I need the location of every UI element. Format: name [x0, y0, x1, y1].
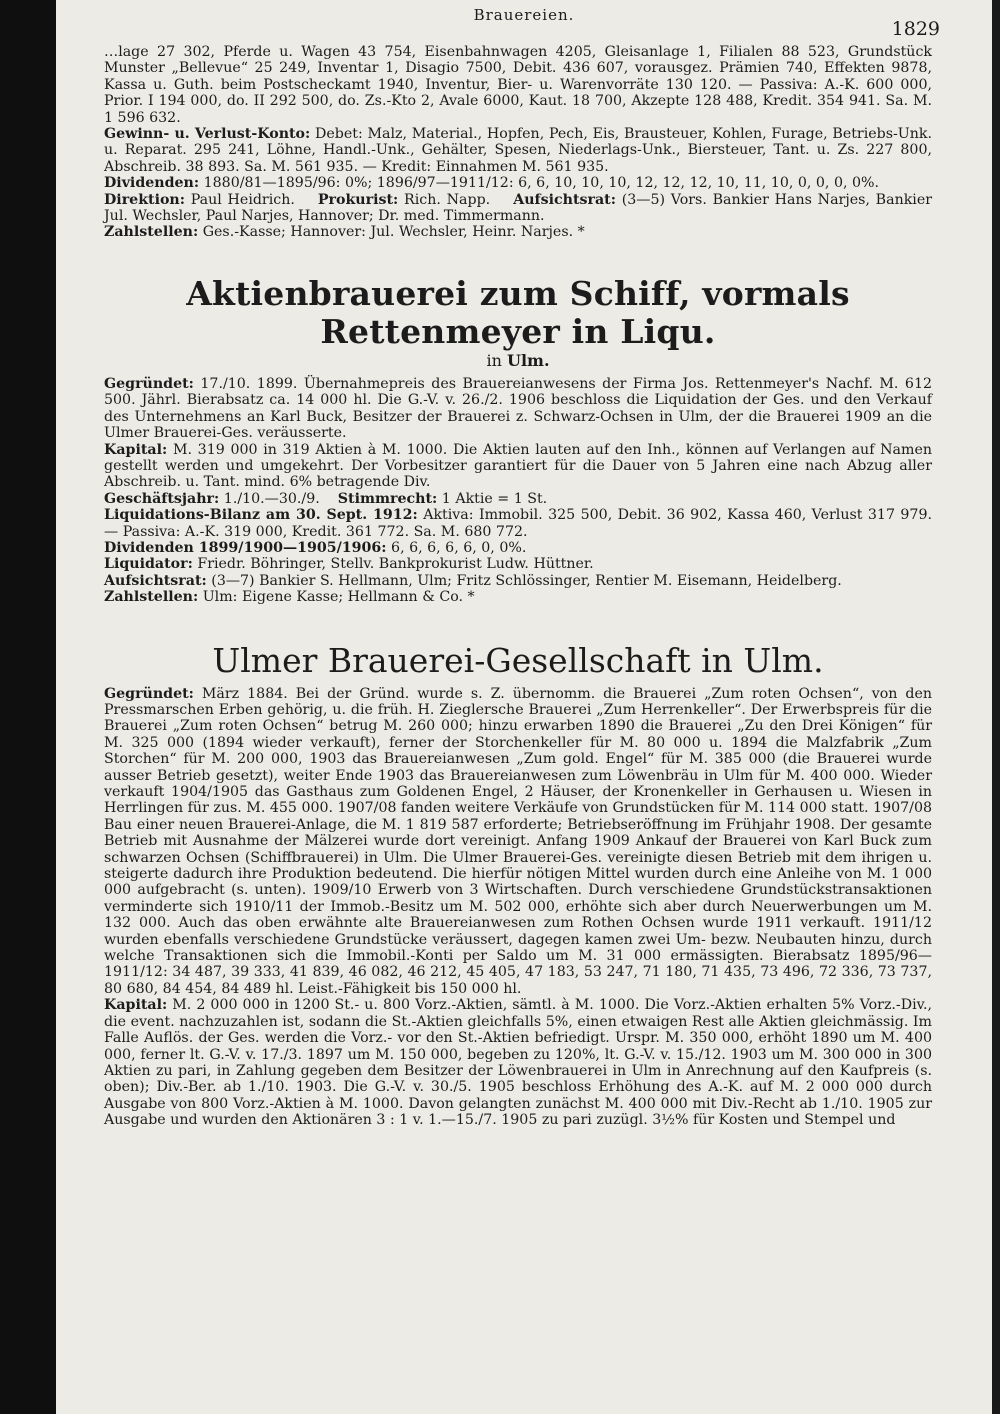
entry2-founded [104, 376, 932, 442]
entry1-paying-agents [104, 224, 932, 240]
text: Ges.-Kasse; Hannover: Jul. Wechsler, Heinr. Narjes. * [202, 224, 585, 241]
entry2-paying-agents [104, 589, 932, 605]
label: Geschäftsjahr: [104, 490, 220, 507]
text: Friedr. Böhringer, Stellv. Bankprokurist Ludw. Hüttner. [197, 556, 594, 573]
text: März 1884. Bei der Gründ. wurde s. Z. übernomm. die Brauerei „Zum roten Ochsen“, von den Pressmarschen Erben gehörig, u. die früh. H. Zieglersche Brauerei „Zum Herrenkeller“. Der Erwerbspreis für die Brauerei „Zum roten Ochsen“ betrug M. 260 000; hinzu erwarben 1890 die Brauerei „Zu den Drei Königen“ für M. 325 000 (1894 wieder verkauft), ferner der Storchenkeller für M. 80 000 u. 1894 die Malzfabrik „Zum Storchen“ für M. 200 000, 1903 das Brauereianwesen „Zum gold. Engel“ für M. 385 000 (die Brauerei wurde ausser Betrieb gesetzt), weiter Ende 1903 das Brauereianwesen zum Löwenbräu in Ulm für M. 400 000. Wieder verkauft 1904/1905 das Gasthaus zum Goldenen Engel, 2 Häuser, der Kronenkeller in Gerhausen u. Wiesen in Herrlingen für zus. M. 455 000. 1907/08 fanden weitere Verkäufe von Grundstücken für M. 114 000 statt. 1907/08 Bau einer neuen Brauerei-Anlage, die M. 1 819 587 erforderte; Betriebseröffnung im Frühjahr 1908. Der gesamte Betrieb mit Ausnahme der Mälzerei wurde dort vereinigt. Anfang 1909 Ankauf der Brauerei von Karl Buck zum schwarzen Ochsen (Schiffbrauerei) in Ulm. Die Ulmer Brauerei-Ges. vereinigte diesen Betrieb mit dem ihrigen u. steigerte dadurch ihre Produktion bedeutend. Die hierfür nötigen Mittel wurden durch eine Anleihe von M. 1 000 000 aufgebracht (s. unten). 1909/10 Erwerb von 3 Wirtschaften. Durch verschiedene Grundstückstransaktionen verminderte sich 1910/11 der Immob.-Besitz um M. 502 000, erhöhte sich aber durch Neuerwerbungen um M. 132 000. Auch das oben erwähnte alte Brauereianwesen zum Rothen Ochsen wurde 1911 verkauft. 1911/12 wurden ebenfalls verschiedene Grundstücke veräussert, dagegen kamen zwei Um- bezw. Neubauten hinzu, durch welche Transaktionen sich die Immobil.-Konti per Saldo um M. 31 000 ermässigten. Bierabsatz 1895/96—1911/12: 34 487, 39 333, 41 839, 46 082, 46 212, 45 405, 47 183, 53 247, 71 180, 71 435, 73 496, 72 336, 73 737, 80 680, 84 454, 84 489 hl. Leist.-Fähigkeit bis 150 000 hl. [104, 685, 932, 997]
text: Debet: Malz, Material., Hopfen, Pech, Eis, Brausteuer, Kohlen, Furage, Betriebs-Unk. u. Reparat. 295 241, Löhne, Handl.-Unk., Gehälter, Spesen, Niederlags-Unk., Biersteuer, Tant. u. Zs. 227 800, Abschreib. 38 893. Sa. M. 561 935. — Kredit: Einnahmen M. 561 935. [104, 126, 932, 175]
text: (3—5) Vors. Bankier Hans Narjes, Bankier Jul. Wechsler, Paul Narjes, Hannover; Dr. med. Timmermann. [104, 191, 933, 225]
entry1-direction [104, 192, 932, 225]
label: Direktion: [104, 191, 185, 208]
label: Kapital: [104, 441, 168, 458]
text: 1 Aktie = 1 St. [441, 490, 548, 507]
label: Kapital: [104, 997, 168, 1014]
city: Ulm. [506, 350, 550, 370]
entry2-title: Aktienbrauerei zum Schiff, vormals Rettenmeyer in Liqu. [186, 273, 850, 351]
text: M. 2 000 000 in 1200 St.- u. 800 Vorz.-Aktien, sämtl. à M. 1000. Die Vorz.-Aktien erhalten 5% Vorz.-Div., die event. nachzuzahlen ist, sodann die St.-Aktien gleichfalls 5%, einen etwaigen Rest alle Aktien gleichmässig. Im Falle Auflös. der Ges. werden die Vorz.- vor den St.-Aktien befriedigt. Urspr. M. 350 000, erhöht 1890 um M. 400 000, ferner lt. G.-V. v. 17./3. 1897 um M. 150 000, begeben zu 120%, lt. G.-V. v. 15./12. 1903 um M. 300 000 in 300 Aktien zu pari, in Zahlung gegeben dem Besitzer der Löwenbrauerei in Ulm in Anrechnung auf den Kaufpreis (s. oben); Div.-Ber. ab 1./10. 1903. Die G.-V. v. 30./5. 1905 beschloss Erhöhung des A.-K. auf M. 2 000 000 durch Ausgabe von 800 Vorz.-Aktien à M. 1000. Davon gelangten zunächst M. 400 000 mit Div.-Recht ab 1./10. 1905 zur Ausgabe und wurden den Aktionären 3 : 1 v. 1.—15./7. 1905 zu pari zuzügl. 3½% für Kosten und Stempel und [104, 997, 932, 1129]
label: Aufsichtsrat: [513, 191, 616, 208]
entry2-capital [104, 442, 932, 491]
entry2-fiscal [104, 491, 932, 507]
entry2-board [104, 573, 932, 589]
text: Paul Heidrich. [190, 191, 295, 208]
label: Liquidator: [104, 556, 193, 573]
text: 1./10.—30./9. [223, 490, 320, 507]
entry2-balance [104, 507, 932, 540]
text: Ulm: Eigene Kasse; Hellmann & Co. * [202, 589, 475, 606]
label: Zahlstellen: [104, 224, 199, 241]
entry2-dividends [104, 540, 932, 556]
document-page [56, 0, 992, 1414]
label: Dividenden 1899/1900—1905/1906: [104, 539, 387, 556]
label: Zahlstellen: [104, 589, 199, 606]
entry3-title: Ulmer Brauerei-Gesellschaft in Ulm. [212, 640, 824, 680]
label: Stimmrecht: [337, 490, 438, 507]
label: Prokurist: [317, 191, 399, 208]
entry2-liquidator [104, 556, 932, 572]
page-body [104, 44, 932, 1129]
scan-left-margin [0, 0, 56, 1414]
text: (3—7) Bankier S. Hellmann, Ulm; Fritz Schlössinger, Rentier M. Eisemann, Heidelberg. [211, 572, 842, 589]
text: 6, 6, 6, 6, 6, 0, 0%. [391, 539, 527, 556]
text: 17./10. 1899. Übernahmepreis des Brauereianwesens der Firma Jos. Rettenmeyer's Nachf. M. 612 500. Jährl. Bierabsatz ca. 14 000 hl. Die G.-V. v. 26./2. 1906 beschloss die Liquidation der Ges. und den Verkauf des Unternehmens an Karl Buck, Besitzer der Brauerei z. Schwarz-Ochsen in Ulm, der die Brauerei 1909 an die Ulmer Brauerei-Ges. veräusserte. [104, 375, 932, 442]
in-prefix: in [486, 350, 502, 370]
entry1-gv [104, 126, 932, 175]
entry1-balance: …lage 27 302, Pferde u. Wagen 43 754, Eisenbahnwagen 4205, Gleisanlage 1, Filialen 88 523, Grundstück Munster „Bellevue“ 25 249, Inventar 1, Disagio 7500, Debit. 436 607, vorausgez. Prämien 740, Effekten 9878, Kassa u. Guth. beim Postscheckamt 1940, Inventur, Bier- u. Warenvorräte 130 120. — Passiva: A.-K. 600 000, Prior. I 194 000, do. II 292 500, do. Zs.-Kto 2, Avale 6000, Kaut. 18 700, Akzepte 128 488, Kredit. 354 941. Sa. M. 1 596 632. [104, 44, 932, 126]
text: 1880/81—1895/96: 0%; 1896/97—1911/12: 6, 6, 10, 10, 10, 12, 12, 12, 10, 11, 10, 0, 0, 0, 0%. [203, 175, 880, 192]
label: Gewinn- u. Verlust-Konto: [104, 126, 311, 143]
label: Gegründet: [104, 375, 194, 392]
entry3-capital [104, 997, 932, 1128]
entry2-city [104, 351, 932, 370]
label: Gegründet: [104, 685, 194, 702]
text: M. 319 000 in 319 Aktien à M. 1000. Die Aktien lauten auf den Inh., können auf Verlangen auf Namen gestellt werden und umgekehrt. Der Vorbesitzer garantiert für die Dauer von 5 Jahren eine nach Abzug aller Abschreib. u. Tant. mind. 6% betragende Div. [104, 441, 933, 491]
text: Aktiva: Immobil. 325 500, Debit. 36 902, Kassa 460, Verlust 317 979. — Passiva: A.-K. 319 000, Kredit. 361 772. Sa. M. 680 772. [104, 507, 932, 540]
text: Rich. Napp. [404, 191, 491, 208]
entry3-founded [104, 686, 932, 998]
page-number: 1829 [891, 18, 940, 40]
entry1-dividends [104, 175, 932, 191]
label: Dividenden: [104, 175, 200, 192]
label: Aufsichtsrat: [104, 572, 207, 589]
running-title: Brauereien. [473, 6, 575, 24]
label: Liquidations-Bilanz am 30. Sept. 1912: [104, 507, 418, 524]
